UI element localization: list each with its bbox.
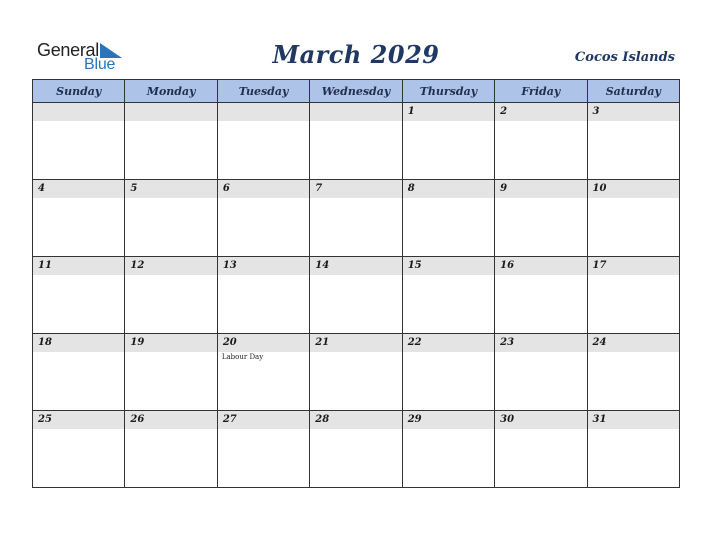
day-cell[interactable]: [402, 180, 494, 257]
day-number: 11: [33, 257, 124, 275]
day-number: 22: [403, 334, 494, 352]
day-number: 31: [588, 411, 679, 429]
day-number: 23: [495, 334, 586, 352]
day-number: 4: [33, 180, 124, 198]
day-number: 17: [588, 257, 679, 275]
day-number: 2: [495, 103, 586, 121]
day-number: 27: [218, 411, 309, 429]
week-row: [33, 103, 680, 180]
day-number: 15: [403, 257, 494, 275]
day-number: 25: [33, 411, 124, 429]
day-number: 16: [495, 257, 586, 275]
day-number: 1: [403, 103, 494, 121]
day-cell[interactable]: [33, 411, 125, 488]
logo-blue-text: Blue: [84, 56, 116, 73]
day-number: 18: [33, 334, 124, 352]
day-cell[interactable]: [495, 103, 587, 180]
day-number: 19: [125, 334, 216, 352]
day-number: 26: [125, 411, 216, 429]
weekday-wednesday: Wednesday: [310, 80, 402, 103]
logo-general-text: General: [37, 40, 99, 60]
day-cell[interactable]: [402, 334, 494, 411]
day-cell[interactable]: [310, 180, 402, 257]
region-name: Cocos Islands: [574, 50, 675, 65]
weekday-sunday: Sunday: [33, 80, 125, 103]
week-row: [33, 257, 680, 334]
day-number: 29: [403, 411, 494, 429]
day-number: 20: [218, 334, 309, 352]
day-number: 30: [495, 411, 586, 429]
day-cell[interactable]: [402, 257, 494, 334]
day-number: 3: [588, 103, 679, 121]
day-cell[interactable]: [587, 257, 679, 334]
day-number: 9: [495, 180, 586, 198]
weekday-thursday: Thursday: [402, 80, 494, 103]
day-cell[interactable]: [125, 411, 217, 488]
day-number: [310, 103, 401, 121]
weekday-tuesday: Tuesday: [217, 80, 309, 103]
day-cell[interactable]: [402, 411, 494, 488]
day-cell[interactable]: [587, 411, 679, 488]
day-number: 8: [403, 180, 494, 198]
day-cell[interactable]: [402, 103, 494, 180]
weekday-monday: Monday: [125, 80, 217, 103]
day-cell[interactable]: [125, 334, 217, 411]
day-number: 24: [588, 334, 679, 352]
day-number: 5: [125, 180, 216, 198]
day-number: [33, 103, 124, 121]
calendar-title: March 2029: [272, 40, 440, 69]
weekday-saturday: Saturday: [587, 80, 679, 103]
day-cell[interactable]: [217, 411, 309, 488]
day-cell[interactable]: [125, 180, 217, 257]
day-cell[interactable]: [495, 257, 587, 334]
day-cell[interactable]: [33, 257, 125, 334]
week-row: [33, 180, 680, 257]
holiday-label: Labour Day: [221, 353, 264, 361]
day-cell[interactable]: [495, 180, 587, 257]
day-cell[interactable]: [33, 334, 125, 411]
day-cell[interactable]: [217, 257, 309, 334]
day-number: 12: [125, 257, 216, 275]
day-cell[interactable]: [310, 103, 402, 180]
weekday-friday: Friday: [495, 80, 587, 103]
day-cell[interactable]: [125, 257, 217, 334]
day-cell[interactable]: [217, 103, 309, 180]
day-cell[interactable]: [310, 334, 402, 411]
calendar-grid: [32, 79, 680, 488]
day-cell[interactable]: [310, 257, 402, 334]
week-row: [33, 334, 680, 411]
day-cell[interactable]: [587, 103, 679, 180]
day-cell[interactable]: [310, 411, 402, 488]
day-number: 14: [310, 257, 401, 275]
day-number: 21: [310, 334, 401, 352]
day-cell[interactable]: [33, 180, 125, 257]
day-number: [218, 103, 309, 121]
day-number: [125, 103, 216, 121]
weekday-header-row: [33, 80, 680, 103]
day-number: 6: [218, 180, 309, 198]
day-number: 7: [310, 180, 401, 198]
day-cell[interactable]: [125, 103, 217, 180]
day-number: 10: [588, 180, 679, 198]
day-number: 13: [218, 257, 309, 275]
day-cell[interactable]: [495, 334, 587, 411]
day-cell[interactable]: [33, 103, 125, 180]
day-cell[interactable]: [495, 411, 587, 488]
week-row: [33, 411, 680, 488]
day-cell[interactable]: [217, 334, 309, 411]
generalblue-logo: [37, 40, 137, 74]
day-number: 28: [310, 411, 401, 429]
day-cell[interactable]: [587, 334, 679, 411]
day-cell[interactable]: [217, 180, 309, 257]
day-cell[interactable]: [587, 180, 679, 257]
